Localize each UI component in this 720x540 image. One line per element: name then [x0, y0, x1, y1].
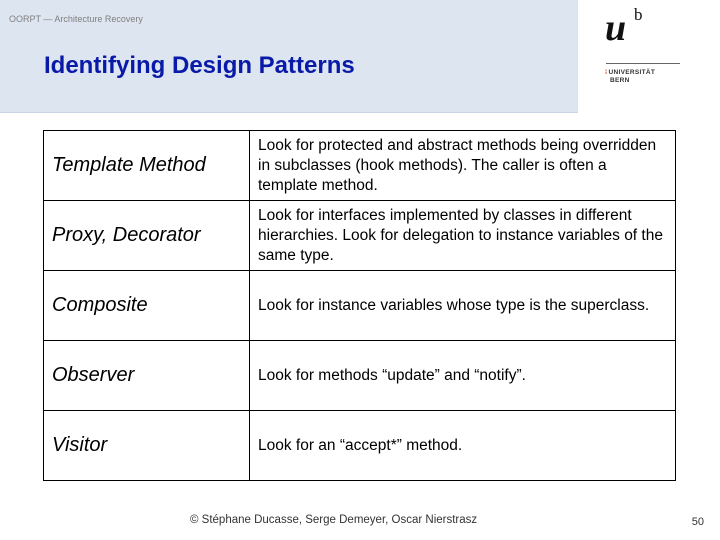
slide-title: Identifying Design Patterns: [44, 52, 355, 79]
header-divider: [0, 112, 578, 113]
table-row: [44, 271, 676, 341]
table-row: [44, 201, 676, 271]
logo-pattern-icon: ⁞: [605, 69, 608, 76]
pattern-name: Template Method: [44, 131, 250, 201]
logo-line1: UNIVERSITÄT: [608, 69, 656, 76]
table-row: [44, 131, 676, 201]
logo-superscript: b: [634, 5, 643, 24]
logo-line2: BERN: [610, 77, 630, 84]
university-logo: [605, 5, 685, 98]
page-number: 50: [691, 516, 704, 528]
table-row: [44, 341, 676, 411]
logo-wordmark: [605, 69, 657, 85]
pattern-hint: Look for protected and abstract methods being overridden in subclasses (hook methods). The caller is often a template method.: [250, 131, 676, 201]
footer-copyright: © Stéphane Ducasse, Serge Demeyer, Oscar Nierstrasz: [190, 514, 478, 526]
table-row: [44, 411, 676, 481]
course-label: OORPT — Architecture Recovery: [9, 14, 143, 24]
pattern-name: Composite: [44, 271, 250, 341]
logo-divider: [606, 63, 680, 64]
design-patterns-table: [43, 130, 676, 481]
logo-mark: u: [605, 7, 627, 49]
pattern-hint: Look for instance variables whose type is the superclass.: [250, 271, 676, 341]
pattern-name: Visitor: [44, 411, 250, 481]
pattern-hint: Look for an “accept*” method.: [250, 411, 676, 481]
pattern-hint: Look for interfaces implemented by classes in different hierarchies. Look for delegation to instance variables of the same type.: [250, 201, 676, 271]
pattern-name: Proxy, Decorator: [44, 201, 250, 271]
pattern-hint: Look for methods “update” and “notify”.: [250, 341, 676, 411]
pattern-name: Observer: [44, 341, 250, 411]
